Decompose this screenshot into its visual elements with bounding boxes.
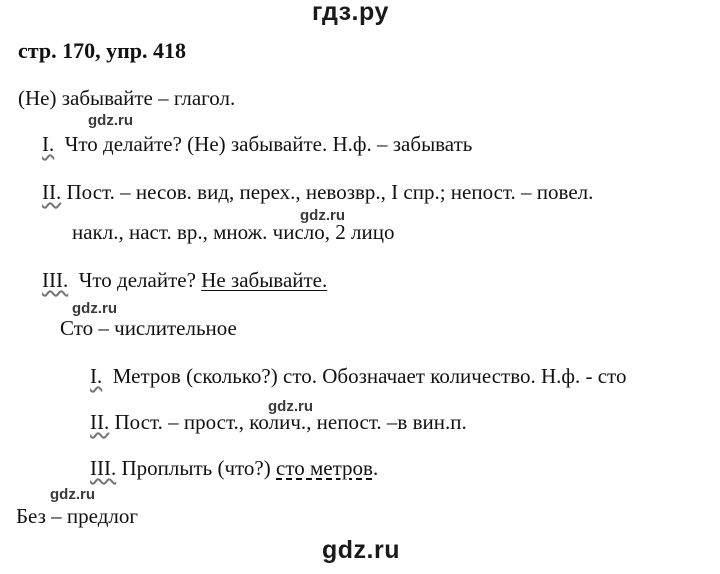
roman-numeral: III. (90, 456, 117, 480)
section2-item-3 (90, 456, 378, 481)
roman-numeral: I. (90, 364, 103, 388)
roman-numeral: I. (42, 132, 55, 156)
item-text: Что делайте? (78, 268, 196, 292)
site-footer[interactable]: gdz.ru (322, 536, 400, 564)
section1-item-1 (42, 132, 472, 157)
section2-item-2 (90, 410, 467, 435)
roman-numeral: II. (42, 180, 62, 204)
item-text: Пост. – прост., колич., непост. –в вин.п. (114, 410, 467, 434)
site-header[interactable]: гдз.ру (312, 0, 389, 26)
section3-heading: Без – предлог (16, 504, 138, 528)
predicate: Не забывайте. (201, 268, 328, 292)
section1-item-2-cont: накл., наст. вр., множ. число, 2 лицо (72, 220, 395, 244)
page-title: стр. 170, упр. 418 (18, 38, 186, 63)
section2-heading: Сто – числительное (60, 316, 237, 340)
item-text: Проплыть (что?) (121, 456, 271, 480)
watermark: gdz.ru (72, 300, 117, 317)
item-suffix: . (372, 456, 379, 480)
section2-item-1 (90, 364, 626, 389)
section1-heading: (Не) забывайте – глагол. (18, 86, 236, 110)
item-text: Пост. – несов. вид, перех., невозвр., I спр.; непост. – повел. (66, 180, 594, 204)
roman-numeral: III. (42, 268, 69, 292)
section1-item-3 (42, 268, 327, 293)
watermark: gdz.ru (300, 207, 345, 224)
watermark: gdz.ru (50, 486, 95, 503)
watermark: gdz.ru (268, 398, 313, 415)
object: сто метров (276, 456, 373, 480)
roman-numeral: II. (90, 410, 110, 434)
section1-item-2 (42, 180, 593, 205)
item-text: Метров (сколько?) сто. Обозначает количество. Н.ф. - сто (112, 364, 627, 388)
item-text: Что делайте? (Не) забывайте. Н.ф. – забывать (64, 132, 473, 156)
watermark: gdz.ru (88, 112, 133, 129)
